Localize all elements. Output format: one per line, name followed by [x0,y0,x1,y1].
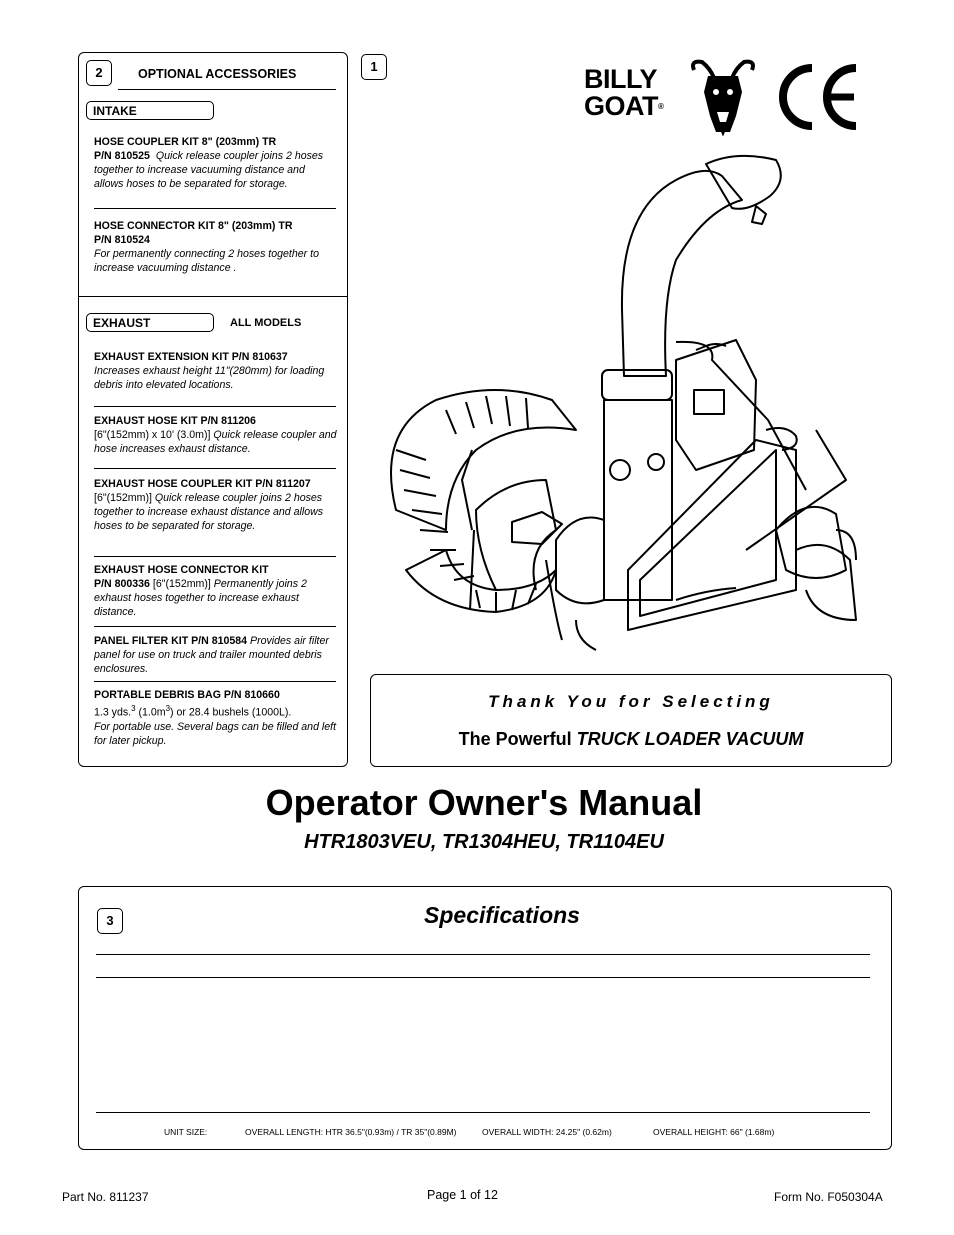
logo-text-line2: GOAT® [584,91,664,121]
product-name: TRUCK LOADER VACUUM [576,729,804,749]
thank-you-box [370,674,892,767]
model-numbers: HTR1803VEU, TR1304HEU, TR1104EU [304,831,664,853]
exhaust-item-coupler [94,477,338,533]
item-desc: Quick release coupler joins 2 hoses together to increase exhaust distance and allows hoses to be separated for storage. [94,492,324,532]
exhaust-item-hose [94,414,338,456]
item-size: ) or 28.4 bushels (1000L). [170,706,292,719]
spec-line [96,954,870,955]
item-desc: Quick release coupler and hose increases exhaust distance. [94,429,337,455]
product-line [370,729,892,750]
section-badge-2: 2 [86,60,112,86]
item-name: HOSE COUPLER KIT 8" (203mm) TR [94,136,277,148]
spec-overall-height: OVERALL HEIGHT: 66" (1.68m) [653,1127,775,1137]
superscript: 3 [165,704,171,713]
item-pn: P/N 810525 [94,150,150,162]
divider [94,468,336,469]
intake-item-connector [94,219,330,275]
item-size: (1.0m [135,706,166,719]
item-size: 1.3 yds. [94,706,132,719]
superscript: 3 [131,704,136,713]
divider [94,681,336,682]
part-number: Part No. 811237 [62,1190,149,1204]
product-prefix: The Powerful [458,729,577,749]
item-size: [6"(152mm)] [152,578,211,590]
item-desc: Permanently joins 2 exhaust hoses together to increase exhaust distance. [94,578,307,618]
accessories-title: OPTIONAL ACCESSORIES [138,67,297,81]
exhaust-item-debris-bag [94,688,338,748]
manual-title: Operator Owner's Manual [265,782,703,823]
item-pn: P/N 810524 [94,234,150,246]
spec-unit-size: UNIT SIZE: [164,1127,208,1137]
spec-overall-width: OVERALL WIDTH: 24.25" (0.62m) [482,1127,612,1137]
logo-text-line1: BILLY [584,64,658,94]
item-desc: Provides air filter panel for use on truck and trailer mounted debris enclosures. [94,635,329,675]
exhaust-models: ALL MODELS [230,317,302,329]
spec-line [96,1112,870,1113]
divider [94,556,336,557]
page-number: Page 1 of 12 [427,1188,498,1202]
section-divider [78,296,348,297]
ce-mark-icon [778,64,862,130]
exhaust-item-connector [94,563,338,619]
exhaust-label: EXHAUST [86,313,214,332]
item-name: PORTABLE DEBRIS BAG P/N 810660 [94,689,280,701]
divider [94,406,336,407]
item-desc: Increases exhaust height 11"(280mm) for loading debris into elevated locations. [94,365,325,391]
exhaust-item-extension [94,350,338,392]
item-pn: P/N 800336 [94,578,150,590]
item-desc: For portable use. Several bags can be filled and left for later pickup. [94,720,337,747]
item-name: EXHAUST HOSE KIT P/N 811206 [94,415,256,427]
title-underline [118,89,336,90]
goat-head-icon [688,58,758,136]
spec-line [96,977,870,978]
intake-item-coupler [94,135,330,191]
truck-loader-vacuum-illustration [376,150,876,665]
item-name: EXHAUST HOSE CONNECTOR KIT [94,564,269,576]
section-badge-3: 3 [97,908,123,934]
item-size: [6"(152mm) x 10' (3.0m)] [94,429,211,441]
exhaust-item-panel-filter [94,634,338,676]
spec-overall-length: OVERALL LENGTH: HTR 36.5"(0.93m) / TR 35"(0.89M) [245,1127,457,1137]
intake-label: INTAKE [86,101,214,120]
billy-goat-logo [584,66,663,120]
divider [94,626,336,627]
item-name: HOSE CONNECTOR KIT 8" (203mm) TR [94,220,293,232]
form-number: Form No. F050304A [774,1190,883,1204]
section-badge-1: 1 [361,54,387,80]
item-name: EXHAUST EXTENSION KIT P/N 810637 [94,351,288,363]
divider [94,208,336,209]
item-size: [6"(152mm)] [94,492,152,504]
item-name: PANEL FILTER KIT P/N 810584 [94,635,248,647]
specifications-heading: Specifications [424,902,580,928]
item-name: EXHAUST HOSE COUPLER KIT P/N 811207 [94,478,311,490]
item-desc: For permanently connecting 2 hoses together to increase vacuuming distance . [94,248,319,274]
item-desc: Quick release coupler joins 2 hoses together to increase vacuuming distance and allows hoses to be separated for storage. [94,150,324,190]
thank-you-line: Thank You for Selecting [488,692,774,711]
